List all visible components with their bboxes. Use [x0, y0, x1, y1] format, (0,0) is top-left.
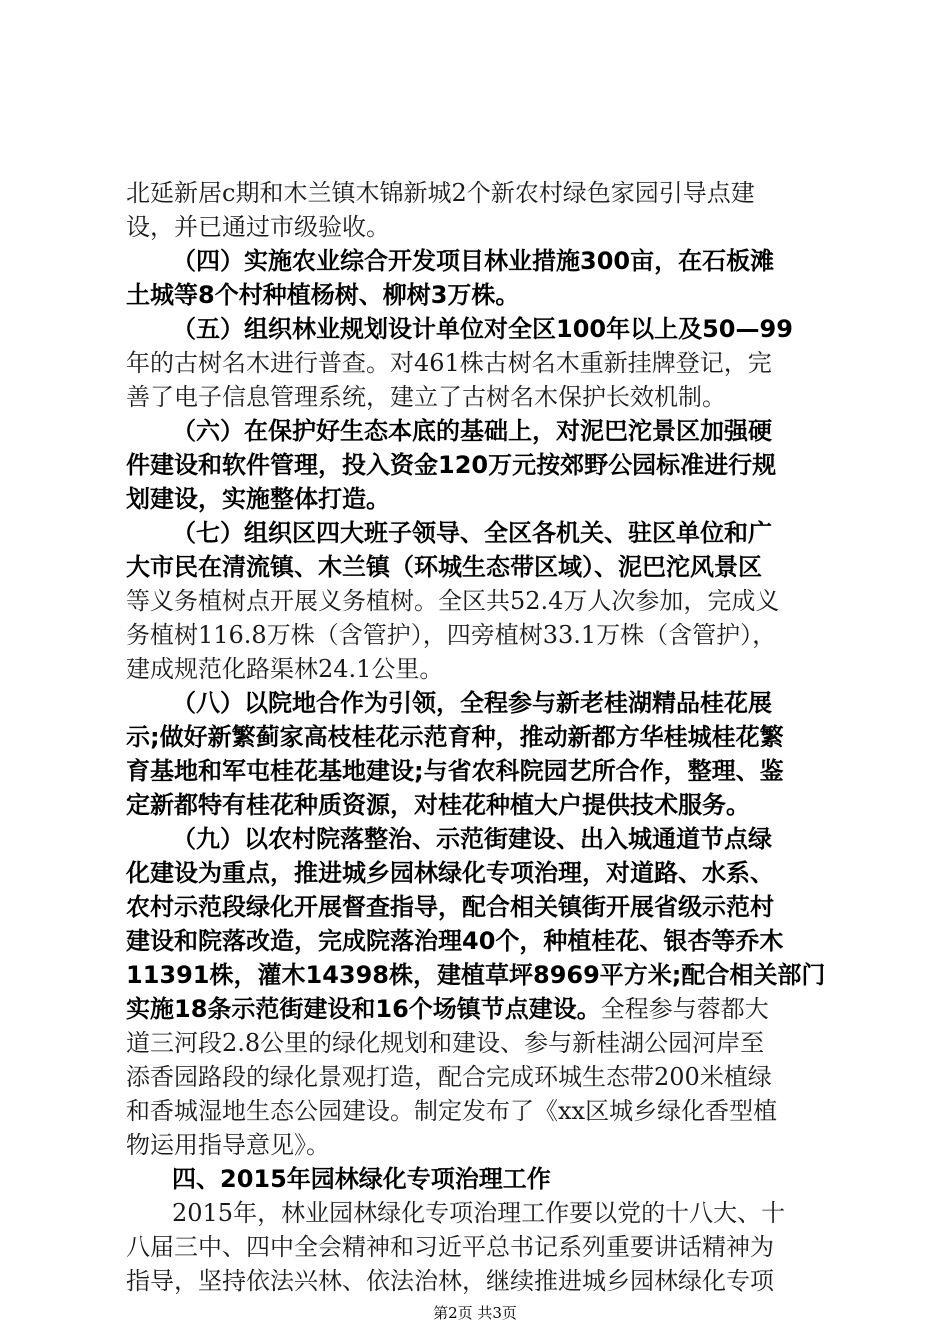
body-line: 和香城湿地生态公园建设。制定发布了《xx区城乡绿化香型植 — [126, 1097, 778, 1125]
body-line: 指导，坚持依法兴林、依法治林，继续推进城乡园林绿化专项 — [126, 1267, 774, 1295]
mixed-line — [126, 992, 846, 1026]
section-six-line: 划建设，实施整体打造。 — [126, 485, 390, 513]
body-line: 年的古树名木进行普查。对461株古树名木重新挂牌登记，完 — [126, 349, 772, 377]
body-line: 建成规范化路渠林24.1公里。 — [126, 655, 444, 683]
body-line: 等义务植树点开展义务植树。全区共52.4万人次参加，完成义 — [126, 587, 780, 615]
body-line: 善了电子信息管理系统，建立了古树名木保护长效机制。 — [126, 383, 726, 411]
section-eight-line: 示;做好新繁蓟家高枝桂花示范育种，推动新都方华桂城桂花繁 — [126, 723, 784, 751]
body-line: 八届三中、四中全会精神和习近平总书记系列重要讲话精神为 — [126, 1233, 774, 1261]
body-line: 2015年，林业园林绿化专项治理工作要以党的十八大、十 — [172, 1199, 786, 1227]
section-nine-line: 11391株，灌木14398株，建植草坪8969平方米;配合相关部门 — [126, 961, 826, 989]
section-eight-line: （八）以院地合作为引领，全程参与新老桂湖精品桂花展 — [172, 689, 772, 717]
body-line: 务植树116.8万株（含管护），四旁植树33.1万株（含管护）， — [126, 621, 777, 649]
body-line: 道三河段2.8公里的绿化规划和建设、参与新桂湖公园河岸至 — [126, 1029, 765, 1057]
section-six-line: （六）在保护好生态本底的基础上，对泥巴沱景区加强硬 — [172, 417, 772, 445]
body-line: 设，并已通过市级验收。 — [126, 213, 390, 241]
body-line-start: 全程参与蓉都大 — [600, 995, 769, 1023]
section-six-line: 件建设和软件管理，投入资金120万元按郊野公园标准进行规 — [126, 451, 777, 479]
section-seven-line: 大市民在清流镇、木兰镇（环城生态带区域）、泥巴沱风景区 — [126, 553, 762, 581]
section-five-line: （五）组织林业规划设计单位对全区100年以上及50—99 — [172, 315, 793, 343]
section-eight-line: 育基地和军屯桂花基地建设;与省农科院园艺所合作，整理、鉴 — [126, 757, 784, 785]
section-nine-line: 建设和院落改造，完成院落治理40个，种植桂花、银杏等乔木 — [126, 927, 784, 955]
body-line: 添香园路段的绿化景观打造，配合完成环城生态带200米植绿 — [126, 1063, 772, 1091]
section-eight-line: 定新都特有桂花种质资源，对桂花种植大户提供技术服务。 — [126, 791, 750, 819]
section-nine-line-end: 实施18条示范街建设和16个场镇节点建设。 — [126, 995, 601, 1023]
section-nine-line: 农村示范段绿化开展督查指导，配合相关镇街开展省级示范村 — [126, 893, 774, 921]
body-line: 物运用指导意见》。 — [126, 1131, 330, 1159]
section-nine-line: （九）以农村院落整治、示范街建设、出入城通道节点绿 — [172, 825, 772, 853]
section-four-line: （四）实施农业综合开发项目林业措施300亩，在石板滩 — [172, 247, 775, 275]
body-line: 北延新居c期和木兰镇木锦新城2个新农村绿色家园引导点建 — [126, 179, 755, 207]
section-four-line: 土城等8个村种植杨树、柳树3万株。 — [126, 281, 520, 309]
section-heading: 四、2015年园林绿化专项治理工作 — [172, 1165, 551, 1193]
page-footer: 第2页 共3页 — [433, 1304, 517, 1322]
section-seven-line: （七）组织区四大班子领导、全区各机关、驻区单位和广 — [172, 519, 772, 547]
section-nine-line: 化建设为重点，推进城乡园林绿化专项治理，对道路、水系、 — [126, 859, 774, 887]
